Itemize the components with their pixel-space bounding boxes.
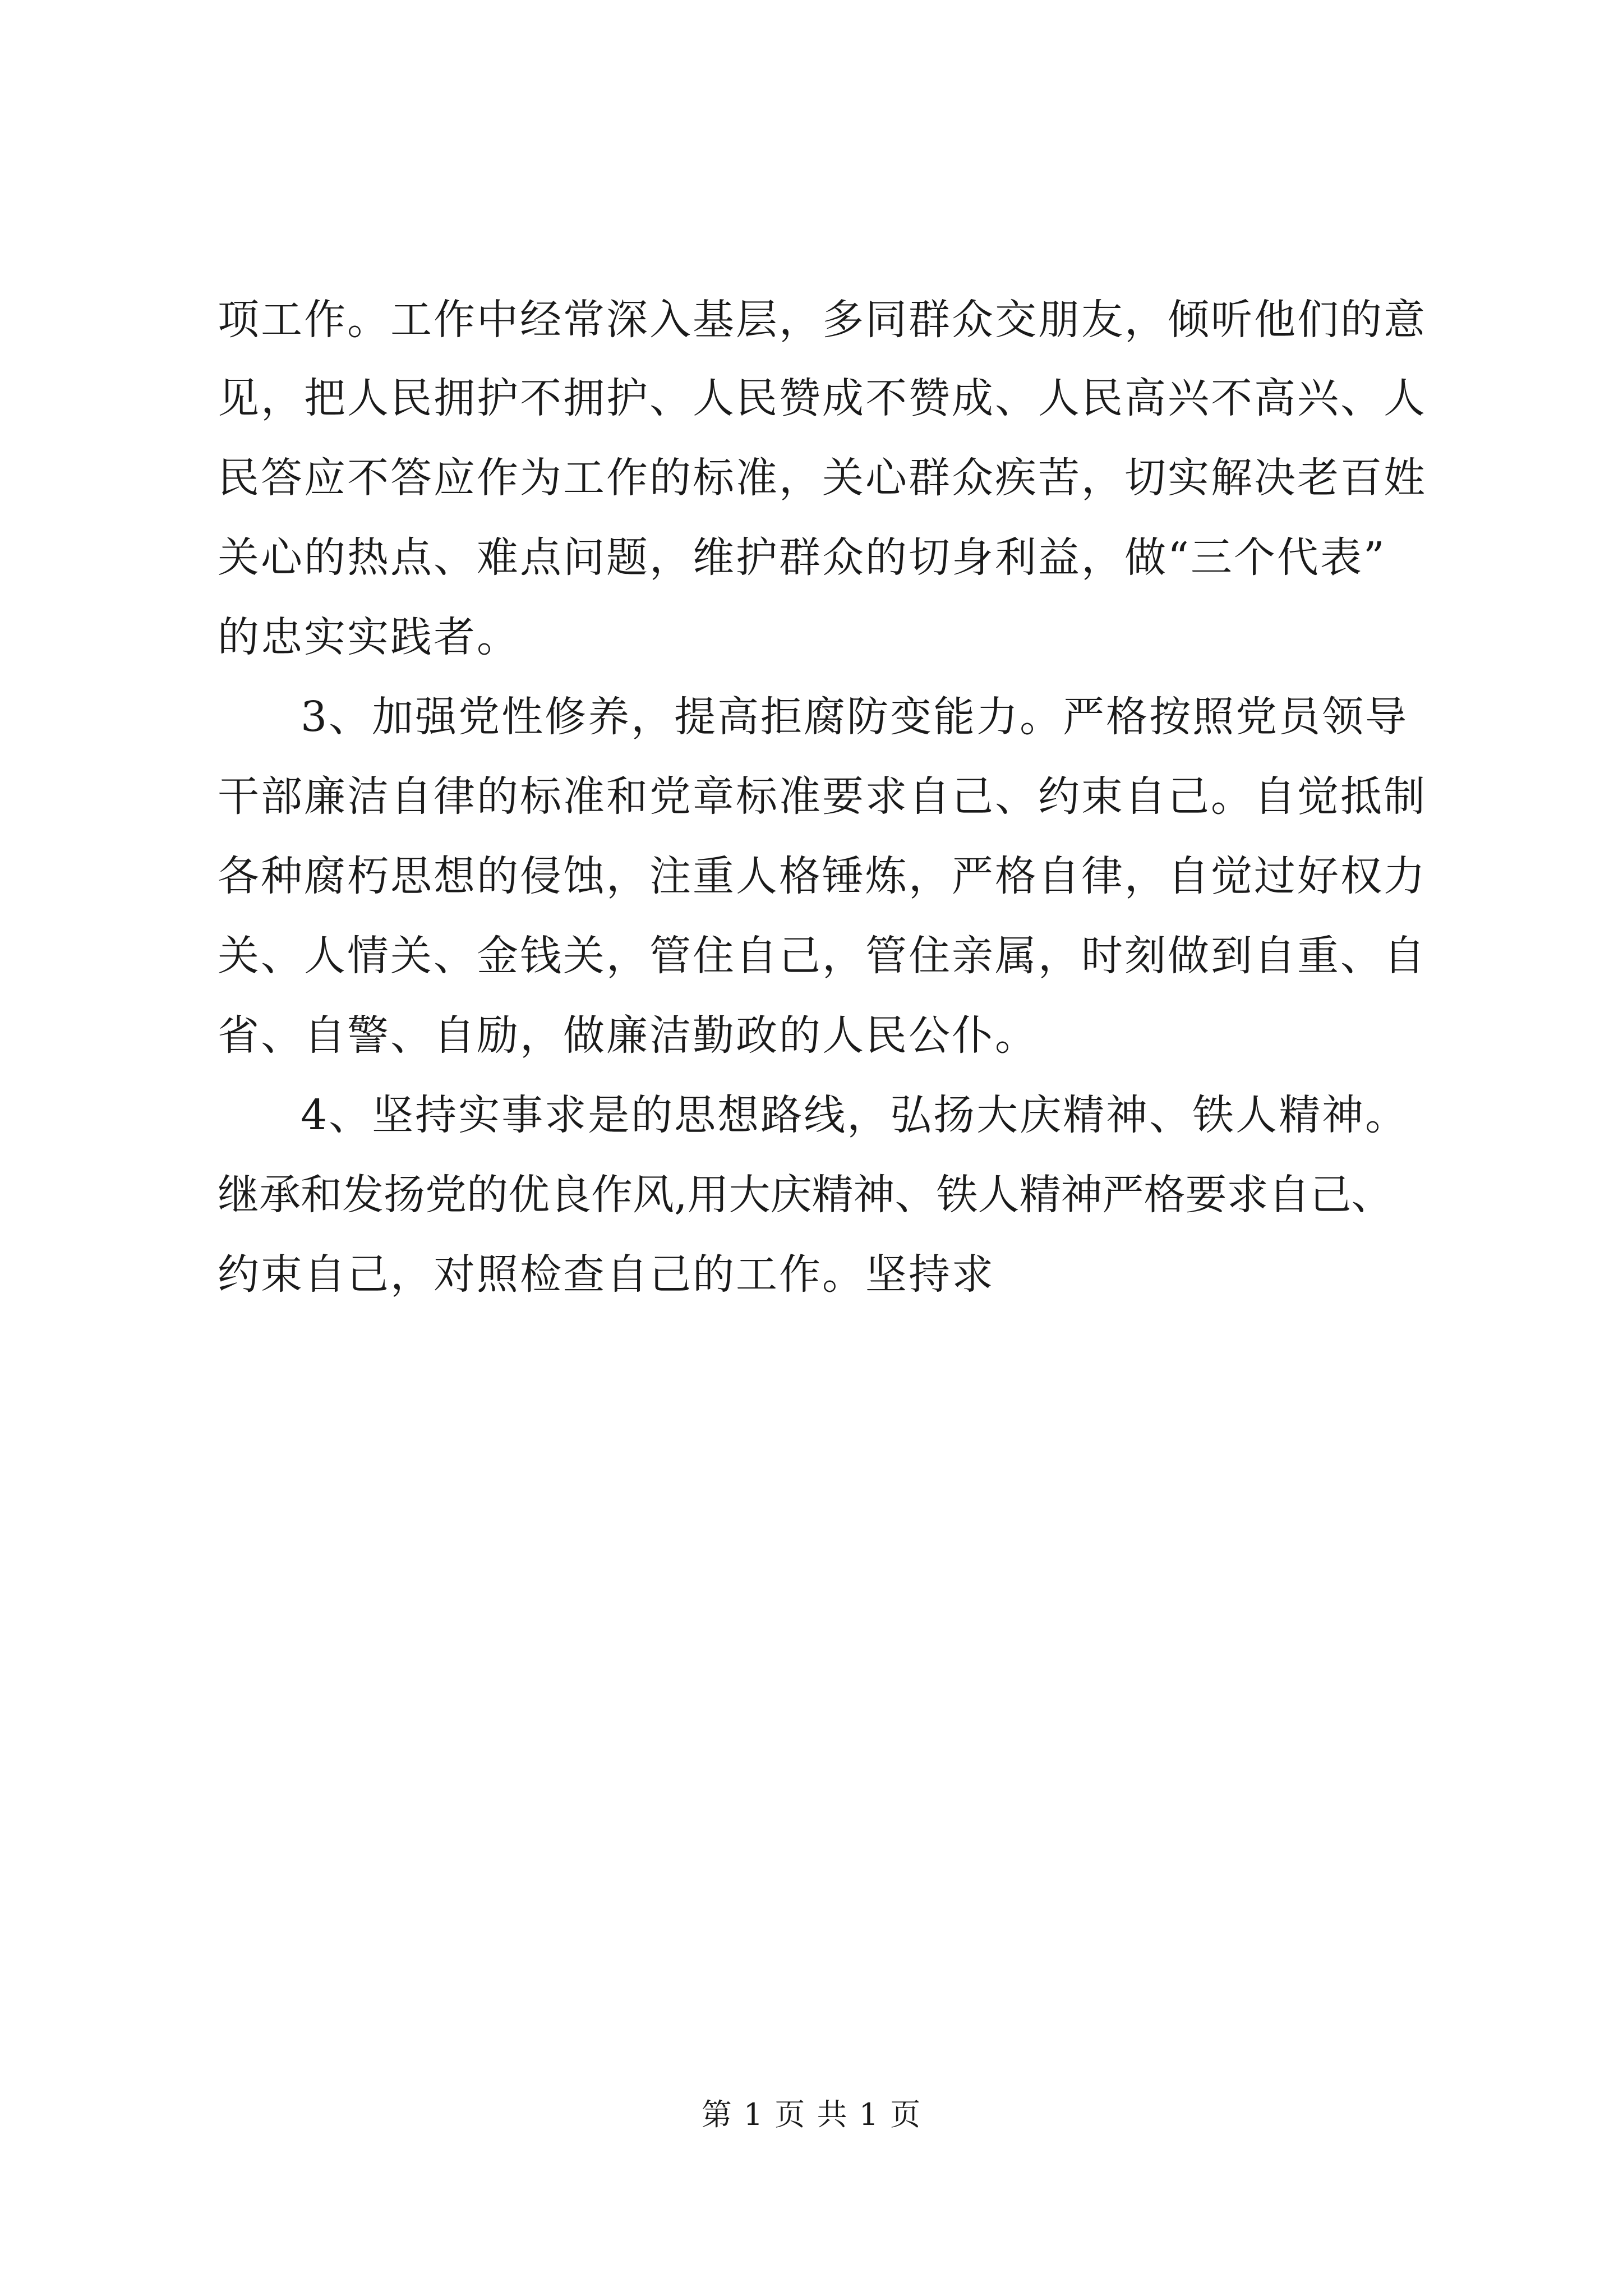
text-line: 继承和发扬党的优良作风,用大庆精神、铁人精神严格要求自己、 <box>218 1171 1393 1219</box>
text-line: 各种腐朽思想的侵蚀，注重人格锤炼，严格自律，自觉过好权力 <box>218 852 1427 900</box>
paragraph-4-start: 4、坚持实事求是的思想路线，弘扬大庆精神、铁人精神。 <box>301 1091 1409 1139</box>
text-line: 关、人情关、金钱关，管住自己，管住亲属，时刻做到自重、自 <box>218 932 1427 980</box>
text-line: 项工作。工作中经常深入基层，多同群众交朋友，倾听他们的意 <box>218 296 1427 344</box>
text-line: 关心的热点、难点问题，维护群众的切身利益，做“三个代表” <box>218 533 1386 582</box>
paragraph-3-start: 3、加强党性修养，提高拒腐防变能力。严格按照党员领导 <box>301 693 1409 741</box>
text-line: 见，把人民拥护不拥护、人民赞成不赞成、人民高兴不高兴、人 <box>218 374 1427 422</box>
text-line: 的忠实实践者。 <box>218 613 520 661</box>
text-line: 民答应不答应作为工作的标准，关心群众疾苦，切实解决老百姓 <box>218 454 1427 502</box>
text-line: 省、自警、自励，做廉洁勤政的人民公仆。 <box>218 1011 1038 1060</box>
text-line: 干部廉洁自律的标准和党章标准要求自己、约束自己。自觉抵制 <box>218 772 1427 821</box>
page-footer: 第 1 页 共 1 页 <box>701 2097 922 2132</box>
text-line: 约束自己，对照检查自己的工作。坚持求 <box>218 1250 995 1299</box>
